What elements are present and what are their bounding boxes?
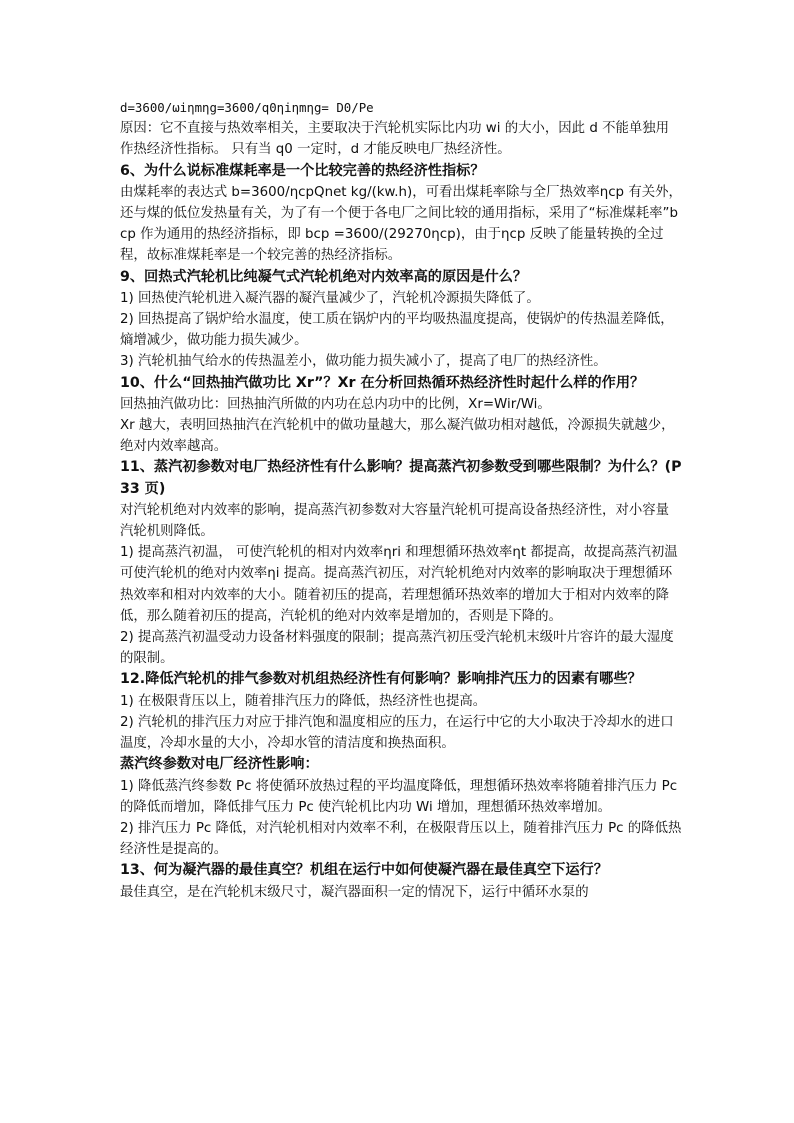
- question-heading: 12.降低汽轮机的排气参数对机组热经济性有何影响？影响排汽压力的因素有哪些？: [120, 671, 642, 688]
- paragraph: 1) 回热使汽轮机进入凝汽器的凝汽量减少了，汽轮机冷源损失降低了。: [120, 290, 540, 306]
- paragraph: 1) 降低蒸汽终参数 Pc 将使循环放热过程的平均温度降低，理想循环热效率将随着排汽压力 Pc 的降低而增加，降低排气压力 Pc 使汽轮机比内功 Wi 增加，理想循环热效率增加。: [120, 778, 678, 815]
- paragraph: 回热抽汽做功比：回热抽汽所做的内功在总内功中的比例，Xr=Wir/Wi。: [120, 396, 551, 412]
- paragraph: 最佳真空，是在汽轮机末级尺寸，凝汽器面积一定的情况下，运行中循环水泵的: [120, 884, 589, 900]
- question-heading: 10、什么“回热抽汽做功比 Xr”？Xr 在分析回热循环热经济性时起什么样的作用？: [120, 374, 645, 391]
- section-heading: 蒸汽终参数对电厂经济性影响：: [120, 756, 319, 773]
- paragraph: 1) 在极限背压以上，随着排汽压力的降低，热经济性也提高。: [120, 693, 487, 709]
- question-heading: 6、为什么说标准煤耗率是一个比较完善的热经济性指标？: [120, 162, 485, 179]
- paragraph: 1) 提高蒸汽初温， 可使汽轮机的相对内效率ηri 和理想循环热效率ηt 都提高，故提高蒸汽初温可使汽轮机的绝对内效率ηi 提高。提高蒸汽初压，对汽轮机绝对内效率的影响取决于理想循环热效率和相对内效率的大小。随着初压的提高，若理想循环热效率的增加大于相对内效率的降低，那么随着初压的提高，汽轮机的绝对内效率是增加的，否则是下降的。: [120, 545, 678, 624]
- paragraph: 2) 提高蒸汽初温受动力设备材料强度的限制；提高蒸汽初压受汽轮机末级叶片容许的最大湿度的限制。: [120, 630, 674, 667]
- question-heading: 9、回热式汽轮机比纯凝气式汽轮机绝对内效率高的原因是什么？: [120, 268, 528, 285]
- paragraph: 原因：它不直接与热效率相关，主要取决于汽轮机实际比内功 wi 的大小，因此 d 不能单独用作热经济性指标。 只有当 q0 一定时，d 才能反映电厂热经济性。: [120, 121, 670, 158]
- paragraph: 2) 排汽压力 Pc 降低，对汽轮机相对内效率不利，在极限背压以上，随着排汽压力 Pc 的降低热经济性是提高的。: [120, 820, 682, 858]
- question-heading: 11、蒸汽初参数对电厂热经济性有什么影响？提高蒸汽初参数受到哪些限制？为什么？(P33 页): [120, 459, 682, 497]
- paragraph: 2) 汽轮机的排汽压力对应于排汽饱和温度相应的压力，在运行中它的大小取决于冷却水的进口温度，冷却水量的大小，冷却水管的清洁度和换热面积。: [120, 714, 674, 752]
- paragraph: 由煤耗率的表达式 b=3600/ηcpQnet kg/(kw.h)，可看出煤耗率除与全厂热效率ηcp 有关外，还与煤的低位发热量有关，为了有一个便于各电厂之间比较的通用指标，采用了“标准煤耗率”bcp 作为通用的热经济指标，即 bcp =3600/(29270ηcp)，由于ηcp 反映了能量转换的全过程，故标准煤耗率是一个较完善的热经济指标。: [120, 184, 682, 264]
- paragraph: 2) 回热提高了锅炉给水温度，使工质在锅炉内的平均吸热温度提高，使锅炉的传热温差降低，熵增减少，做功能力损失减少。: [120, 312, 674, 349]
- question-heading: 13、何为凝汽器的最佳真空？机组在运行中如何使凝汽器在最佳真空下运行？: [120, 862, 608, 879]
- document-body: [120, 97, 682, 903]
- paragraph: 3) 汽轮机抽气给水的传热温差小，做功能力损失减小了，提高了电厂的热经济性。: [120, 354, 607, 370]
- paragraph: Xr 越大，表明回热抽汽在汽轮机中的做功量越大，那么凝汽做功相对越低，冷源损失就越少，绝对内效率越高。: [120, 418, 675, 455]
- paragraph: 对汽轮机绝对内效率的影响，提高蒸汽初参数对大容量汽轮机可提高设备热经济性，对小容量汽轮机则降低。: [120, 502, 670, 540]
- formula-line: d=3600/ωiηmηg=3600/q0ηiηmηg= D0/Pe: [120, 100, 374, 115]
